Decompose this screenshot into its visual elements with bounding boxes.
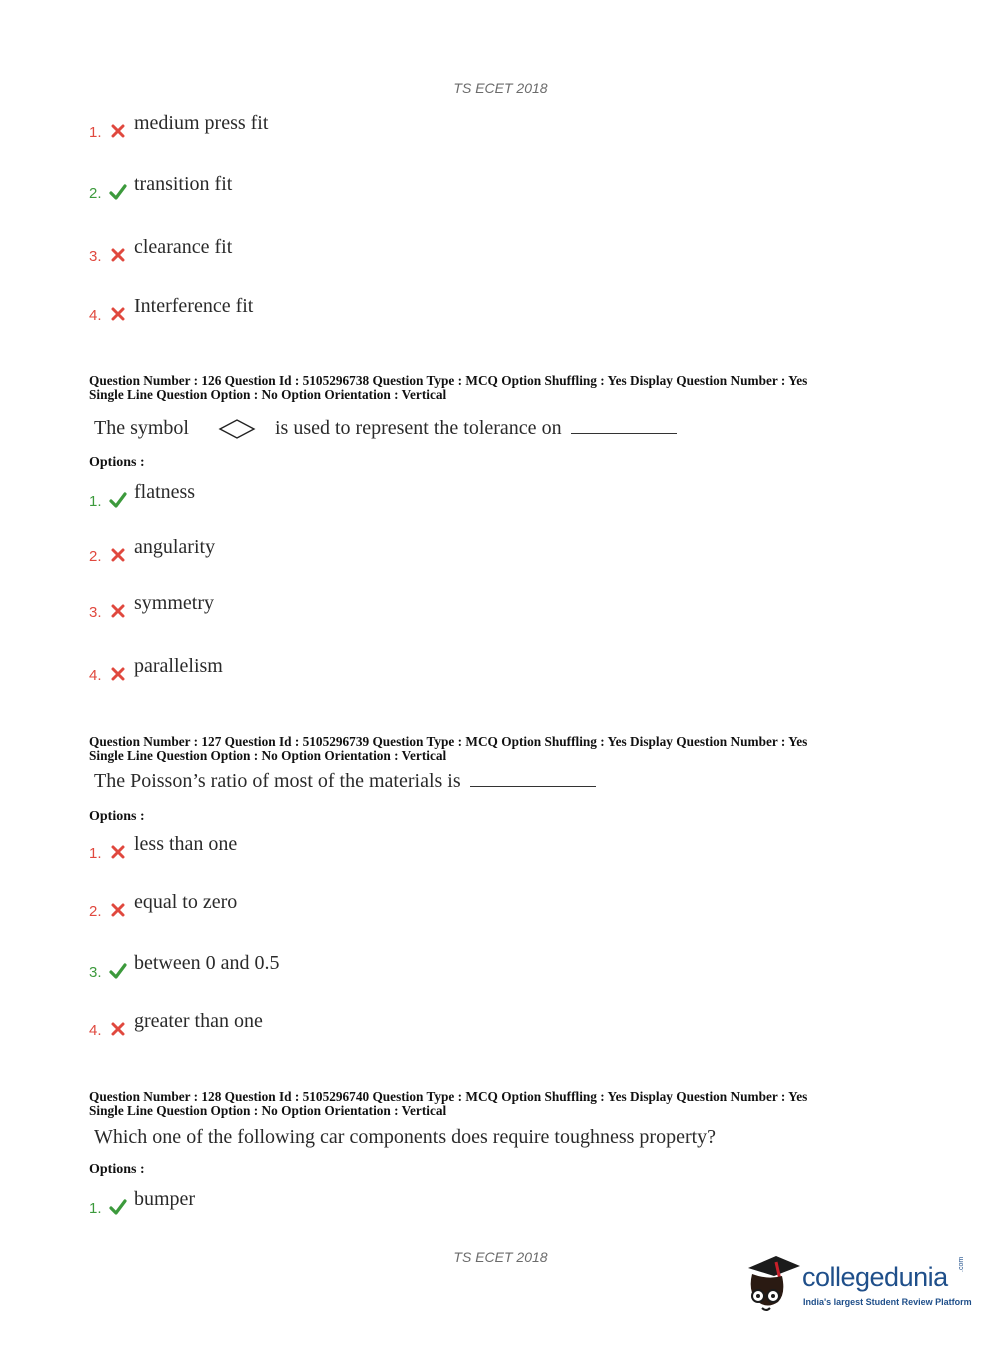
- option-text: bumper: [134, 1188, 196, 1210]
- option-text: parallelism: [134, 655, 223, 677]
- question-text: [94, 770, 596, 793]
- answer-blank: [571, 433, 677, 434]
- option-number: 1.: [89, 1200, 102, 1217]
- option-number: 2.: [89, 185, 102, 202]
- mascot-icon: [742, 1250, 802, 1320]
- option-text: Interference fit: [134, 295, 254, 317]
- diamond-symbol-icon: [218, 418, 256, 440]
- logo-domain-suffix: .com: [958, 1256, 965, 1272]
- option-text: symmetry: [134, 592, 214, 614]
- options-label: Options :: [89, 809, 145, 824]
- cross-icon: [109, 122, 127, 140]
- cross-icon: [109, 1020, 127, 1038]
- options-label: Options :: [89, 455, 145, 470]
- cross-icon: [109, 843, 127, 861]
- question-text: [94, 417, 677, 440]
- option-number: 3.: [89, 964, 102, 981]
- cross-icon: [109, 602, 127, 620]
- question-meta-line: Question Number : 126 Question Id : 5105296738 Question Type : MCQ Option Shuffling : Yes Display Question Number : Yes: [89, 373, 808, 388]
- question-text-before: The symbol: [94, 417, 189, 439]
- question-meta: [89, 374, 807, 402]
- question-meta-line: Question Number : 128 Question Id : 5105296740 Question Type : MCQ Option Shuffling : Yes Display Question Number : Yes: [89, 1089, 808, 1104]
- question-meta: [89, 735, 807, 763]
- option-number: 1.: [89, 493, 102, 510]
- option-text: medium press fit: [134, 112, 269, 134]
- option-text: less than one: [134, 833, 238, 855]
- question-text-body: The Poisson’s ratio of most of the materials is: [94, 770, 461, 792]
- checkmark-icon: [109, 1198, 127, 1216]
- question-text-body: Which one of the following car components does require toughness property?: [94, 1126, 717, 1148]
- cross-icon: [109, 546, 127, 564]
- option-text: between 0 and 0.5: [134, 952, 280, 974]
- option-number: 3.: [89, 248, 102, 265]
- option-text: greater than one: [134, 1010, 263, 1032]
- option-number: 2.: [89, 548, 102, 565]
- question-text: [94, 1126, 716, 1149]
- checkmark-icon: [109, 962, 127, 980]
- option-text: angularity: [134, 536, 216, 558]
- question-text-after: is used to represent the tolerance on: [275, 417, 562, 439]
- option-number: 4.: [89, 667, 102, 684]
- cross-icon: [109, 901, 127, 919]
- cross-icon: [109, 246, 127, 264]
- question-meta-line: Single Line Question Option : No Option Orientation : Vertical: [89, 1103, 447, 1118]
- logo-tagline: India's largest Student Review Platform: [803, 1297, 972, 1307]
- checkmark-icon: [109, 183, 127, 201]
- option-text: flatness: [134, 481, 196, 503]
- option-number: 1.: [89, 124, 102, 141]
- logo-brand-name: collegedunia: [802, 1262, 948, 1292]
- option-number: 1.: [89, 845, 102, 862]
- option-text: clearance fit: [134, 236, 233, 258]
- question-meta: [89, 1090, 807, 1118]
- option-number: 2.: [89, 903, 102, 920]
- cross-icon: [109, 665, 127, 683]
- checkmark-icon: [109, 491, 127, 509]
- option-number: 4.: [89, 307, 102, 324]
- option-number: 4.: [89, 1022, 102, 1039]
- page-footer: TS ECET 2018: [453, 1249, 548, 1265]
- answer-blank: [470, 786, 596, 787]
- question-meta-line: Single Line Question Option : No Option Orientation : Vertical: [89, 748, 447, 763]
- question-meta-line: Question Number : 127 Question Id : 5105296739 Question Type : MCQ Option Shuffling : Yes Display Question Number : Yes: [89, 734, 808, 749]
- option-number: 3.: [89, 604, 102, 621]
- collegedunia-logo[interactable]: [742, 1250, 972, 1320]
- options-label: Options :: [89, 1162, 145, 1177]
- cross-icon: [109, 305, 127, 323]
- page-header: TS ECET 2018: [453, 80, 548, 96]
- option-text: transition fit: [134, 173, 233, 195]
- question-meta-line: Single Line Question Option : No Option Orientation : Vertical: [89, 387, 447, 402]
- option-text: equal to zero: [134, 891, 238, 913]
